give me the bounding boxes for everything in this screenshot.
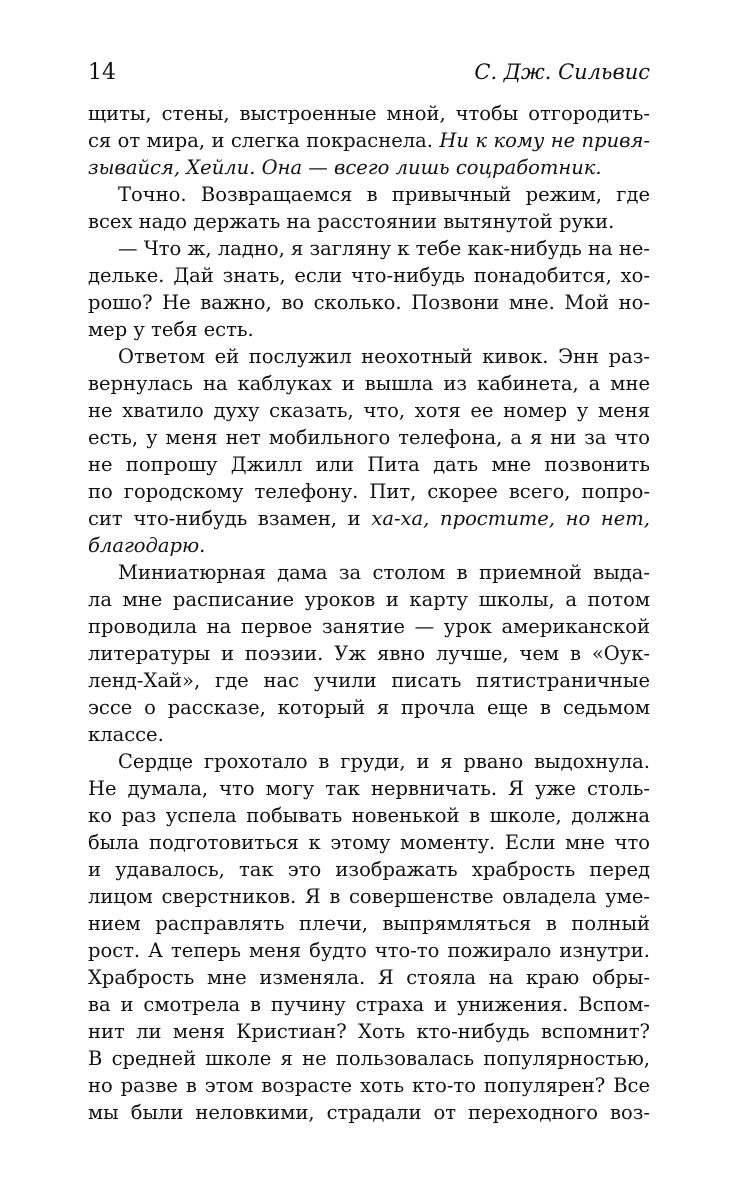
text-line: литературы и поэзии. Уж явно лучше, чем в «Оук-	[88, 642, 650, 665]
text-line: дельке. Дай знать, если что-нибудь понадобится, хо-	[88, 264, 650, 287]
text-line: проводила на первое занятие — урок американской	[88, 615, 650, 638]
text-line: но разве в этом возрасте хоть кто-то популярен? Все	[88, 1074, 650, 1097]
text-line: ленд-Хай», где нас учили писать пятистраничные	[88, 669, 650, 692]
text-line: щиты, стены, выстроенные мной, чтобы отгородить-	[88, 102, 650, 125]
text-line: В средней школе я не пользовалась популярностью,	[88, 1047, 650, 1070]
text-line: ва и смотрела в пучину страха и унижения. Вспом-	[88, 993, 650, 1016]
text-line: — Что ж, ладно, я загляну к тебе как-нибудь на не-	[118, 237, 650, 260]
text-line: лицом сверстников. Я в совершенстве овладела уме-	[88, 885, 650, 908]
text-line: сит что-нибудь взамен, и ха-ха, простите, но нет,	[88, 507, 650, 530]
text-line: не попрошу Джилл или Пита дать мне позвонить	[88, 453, 650, 476]
text-line: ко раз успела побывать новенькой в школе, должна	[88, 804, 650, 827]
text-line: рост. А теперь меня будто что-то пожирало изнутри.	[88, 939, 650, 962]
text-line: классе.	[88, 723, 164, 746]
text-line: Сердце грохотало в груди, и я рвано выдохнула.	[118, 750, 650, 773]
text-line: всех надо держать на расстоянии вытянутой руки.	[88, 210, 615, 233]
running-head-author: С. Дж. Сильвис	[474, 60, 650, 84]
text-line: благодарю.	[88, 534, 206, 557]
text-line: Храбрость мне изменяла. Я стояла на краю обры-	[88, 966, 650, 989]
text-line: зывайся, Хейли. Она — всего лишь соцработник.	[88, 156, 602, 179]
page-number: 14	[88, 60, 116, 85]
text-line: ся от мира, и слегка покраснела. Ни к кому не привя-	[88, 129, 650, 152]
text-line: Ответом ей послужил неохотный кивок. Энн раз-	[118, 345, 650, 368]
text-line: по городскому телефону. Пит, скорее всего, попро-	[88, 480, 650, 503]
text-line: эссе о рассказе, который я прочла еще в седьмом	[88, 696, 650, 719]
text-line: и удавалось, так это изображать храбрость перед	[88, 858, 650, 881]
text-line: Не думала, что могу так нервничать. Я уже столь-	[88, 777, 650, 800]
text-line: мер у тебя есть.	[88, 318, 254, 341]
text-line: ла мне расписание уроков и карту школы, а потом	[88, 588, 650, 611]
text-line: Точно. Возвращаемся в привычный режим, где	[118, 183, 650, 206]
text-line: есть, у меня нет мобильного телефона, а я ни за что	[88, 426, 650, 449]
text-line: была подготовиться к этому моменту. Если мне что	[88, 831, 650, 854]
page-header	[88, 60, 650, 90]
text-line: Миниатюрная дама за столом в приемной выда-	[118, 561, 650, 584]
text-line: вернулась на каблуках и вышла из кабинета, а мне	[88, 372, 650, 395]
text-line: не хватило духу сказать, что, хотя ее номер у меня	[88, 399, 650, 422]
body-text	[88, 100, 650, 1126]
text-line: рошо? Не важно, во сколько. Позвони мне. Мой но-	[88, 291, 650, 314]
text-line: мы были неловкими, страдали от переходного воз-	[88, 1101, 650, 1124]
text-line: нит ли меня Кристиан? Хоть кто-нибудь вспомнит?	[88, 1020, 650, 1043]
text-line: нием расправлять плечи, выпрямляться в полный	[88, 912, 650, 935]
